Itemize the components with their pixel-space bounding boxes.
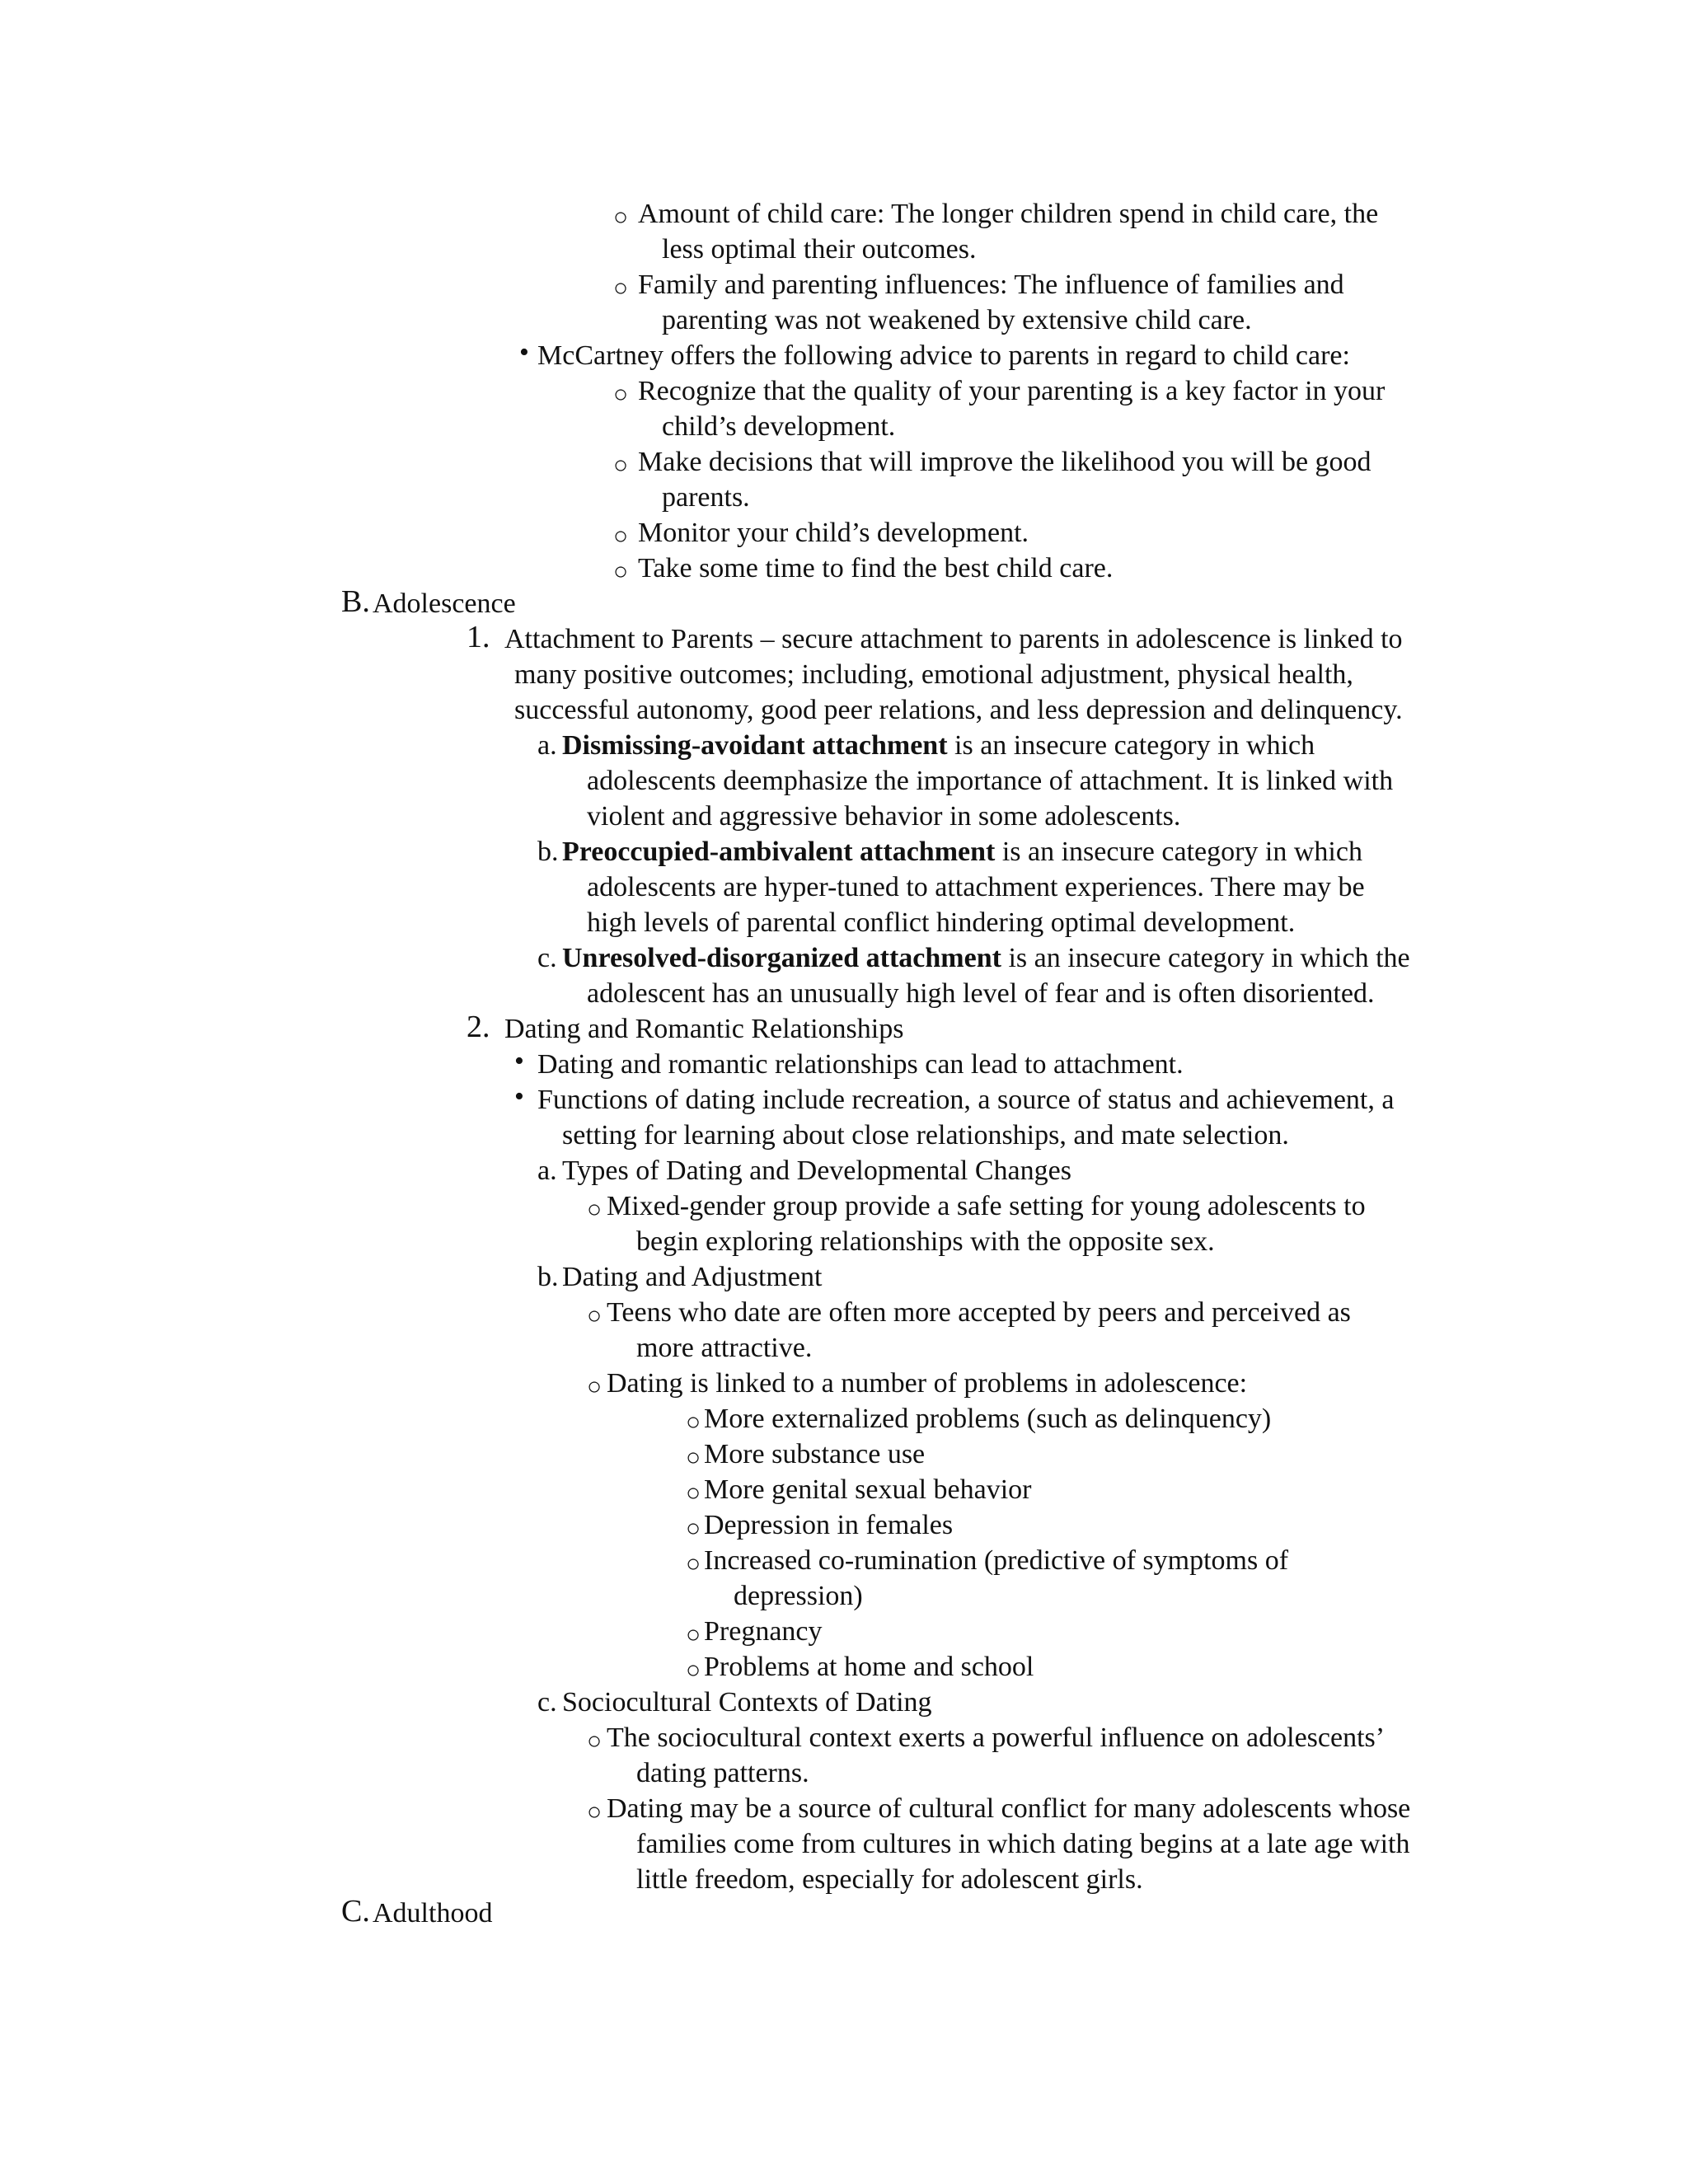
advice-item: Recognize that the quality of your parenting is a key factor in your xyxy=(638,376,1386,406)
dating-bullet: setting for learning about close relationships, and mate selection. xyxy=(562,1120,1289,1151)
sub-letter-a: a. xyxy=(537,1155,557,1186)
amount-of-care-line: Amount of child care: The longer children spend in child care, the xyxy=(638,199,1379,229)
problem-item: Depression in females xyxy=(704,1510,954,1540)
family-influences-line: Family and parenting influences: The influence of families and xyxy=(638,269,1344,300)
circle-bullet-icon: ○ xyxy=(686,1444,701,1471)
problem-item: Increased co-rumination (predictive of symptoms of xyxy=(704,1545,1289,1576)
circle-bullet-icon: ○ xyxy=(613,452,629,479)
dismissing-avoidant-line: adolescents deemphasize the importance of attachment. It is linked with xyxy=(587,766,1394,796)
circle-bullet-icon: ○ xyxy=(587,1373,603,1400)
section-letter-c: C. xyxy=(341,1894,370,1929)
mccartney-advice-line: McCartney offers the following advice to parents in regard to child care: xyxy=(537,340,1350,371)
dating-heading: Dating and Romantic Relationships xyxy=(504,1014,904,1044)
advice-item: Monitor your child’s development. xyxy=(638,518,1029,548)
dismissing-avoidant-text: is an insecure category in which xyxy=(947,730,1315,761)
circle-bullet-icon: ○ xyxy=(613,204,629,231)
bullet-icon: • xyxy=(519,337,529,368)
section-letter-b: B. xyxy=(341,584,370,619)
adolescence-heading: Adolescence xyxy=(373,588,516,619)
advice-item: child’s development. xyxy=(662,411,896,442)
problem-item: Pregnancy xyxy=(704,1616,823,1647)
problems-intro-line: Dating is linked to a number of problems in adolescence: xyxy=(607,1368,1248,1399)
circle-bullet-icon: ○ xyxy=(686,1621,701,1648)
circle-bullet-icon: ○ xyxy=(686,1515,701,1542)
circle-bullet-icon: ○ xyxy=(613,523,629,550)
cultural-conflict-line: little freedom, especially for adolescent girls. xyxy=(636,1864,1143,1895)
advice-item: parents. xyxy=(662,482,750,513)
dating-adjustment-heading: Dating and Adjustment xyxy=(562,1262,823,1292)
dismissing-avoidant-term: Dismissing-avoidant attachment xyxy=(562,730,948,761)
circle-bullet-icon: ○ xyxy=(613,558,629,585)
preoccupied-ambivalent-line: adolescents are hyper-tuned to attachment experiences. There may be xyxy=(587,872,1365,902)
bullet-icon: • xyxy=(514,1046,524,1076)
problem-item: depression) xyxy=(734,1581,863,1611)
circle-bullet-icon: ○ xyxy=(686,1479,701,1507)
circle-bullet-icon: ○ xyxy=(587,1798,603,1825)
sociocultural-context-line: dating patterns. xyxy=(636,1758,809,1788)
problem-item: Problems at home and school xyxy=(704,1652,1034,1682)
item-number-1: 1. xyxy=(467,620,490,654)
dating-bullet: Functions of dating include recreation, a source of status and achievement, a xyxy=(537,1085,1395,1115)
amount-of-care-line: less optimal their outcomes. xyxy=(662,234,977,265)
sociocultural-context-line: The sociocultural context exerts a powerful influence on adolescents’ xyxy=(607,1722,1386,1753)
circle-bullet-icon: ○ xyxy=(686,1408,701,1436)
attachment-parents-line: successful autonomy, good peer relations, and less depression and delinquency. xyxy=(514,695,1403,725)
attachment-parents-line: many positive outcomes; including, emotional adjustment, physical health, xyxy=(514,659,1353,690)
bullet-icon: • xyxy=(514,1081,524,1112)
advice-item: Take some time to find the best child care. xyxy=(638,553,1114,583)
preoccupied-ambivalent-text: is an insecure category in which xyxy=(995,837,1362,867)
circle-bullet-icon: ○ xyxy=(613,381,629,408)
attachment-parents-line: Attachment to Parents – secure attachment to parents in adolescence is linked to xyxy=(504,624,1403,654)
teens-date-line: more attractive. xyxy=(636,1333,813,1363)
family-influences-line: parenting was not weakened by extensive child care. xyxy=(662,305,1252,335)
mixed-gender-line: Mixed-gender group provide a safe setting for young adolescents to xyxy=(607,1191,1366,1221)
problem-item: More genital sexual behavior xyxy=(704,1474,1032,1505)
sociocultural-heading: Sociocultural Contexts of Dating xyxy=(562,1687,932,1718)
dating-bullet: Dating and romantic relationships can lead to attachment. xyxy=(537,1049,1184,1080)
unresolved-disorganized-term: Unresolved-disorganized attachment xyxy=(562,943,1001,973)
types-of-dating-heading: Types of Dating and Developmental Changes xyxy=(562,1155,1071,1186)
circle-bullet-icon: ○ xyxy=(587,1727,603,1755)
cultural-conflict-line: families come from cultures in which dating begins at a late age with xyxy=(636,1829,1410,1859)
preoccupied-ambivalent-term: Preoccupied-ambivalent attachment xyxy=(562,837,996,867)
problem-item: More externalized problems (such as delinquency) xyxy=(704,1404,1272,1434)
problem-item: More substance use xyxy=(704,1439,926,1469)
sub-letter-b: b. xyxy=(537,1262,559,1292)
unresolved-disorganized-line: adolescent has an unusually high level of fear and is often disoriented. xyxy=(587,978,1375,1009)
circle-bullet-icon: ○ xyxy=(613,274,629,302)
dismissing-avoidant-line: violent and aggressive behavior in some adolescents. xyxy=(587,801,1181,832)
sub-letter-c: c. xyxy=(537,1687,557,1718)
preoccupied-ambivalent-line xyxy=(562,834,1362,869)
item-number-2: 2. xyxy=(467,1010,490,1044)
unresolved-disorganized-text: is an insecure category in which the xyxy=(1001,943,1410,973)
teens-date-line: Teens who date are often more accepted by peers and perceived as xyxy=(607,1297,1351,1328)
adulthood-heading: Adulthood xyxy=(373,1898,493,1929)
circle-bullet-icon: ○ xyxy=(587,1196,603,1223)
cultural-conflict-line: Dating may be a source of cultural conflict for many adolescents whose xyxy=(607,1793,1411,1824)
circle-bullet-icon: ○ xyxy=(686,1657,701,1684)
sub-letter-a: a. xyxy=(537,730,557,761)
circle-bullet-icon: ○ xyxy=(587,1302,603,1329)
advice-item: Make decisions that will improve the likelihood you will be good xyxy=(638,447,1372,477)
sub-letter-b: b. xyxy=(537,837,559,867)
mixed-gender-line: begin exploring relationships with the opposite sex. xyxy=(636,1226,1215,1257)
circle-bullet-icon: ○ xyxy=(686,1550,701,1577)
dismissing-avoidant-line xyxy=(562,728,1315,763)
unresolved-disorganized-line xyxy=(562,940,1410,976)
sub-letter-c: c. xyxy=(537,943,557,973)
preoccupied-ambivalent-line: high levels of parental conflict hindering optimal development. xyxy=(587,907,1296,938)
